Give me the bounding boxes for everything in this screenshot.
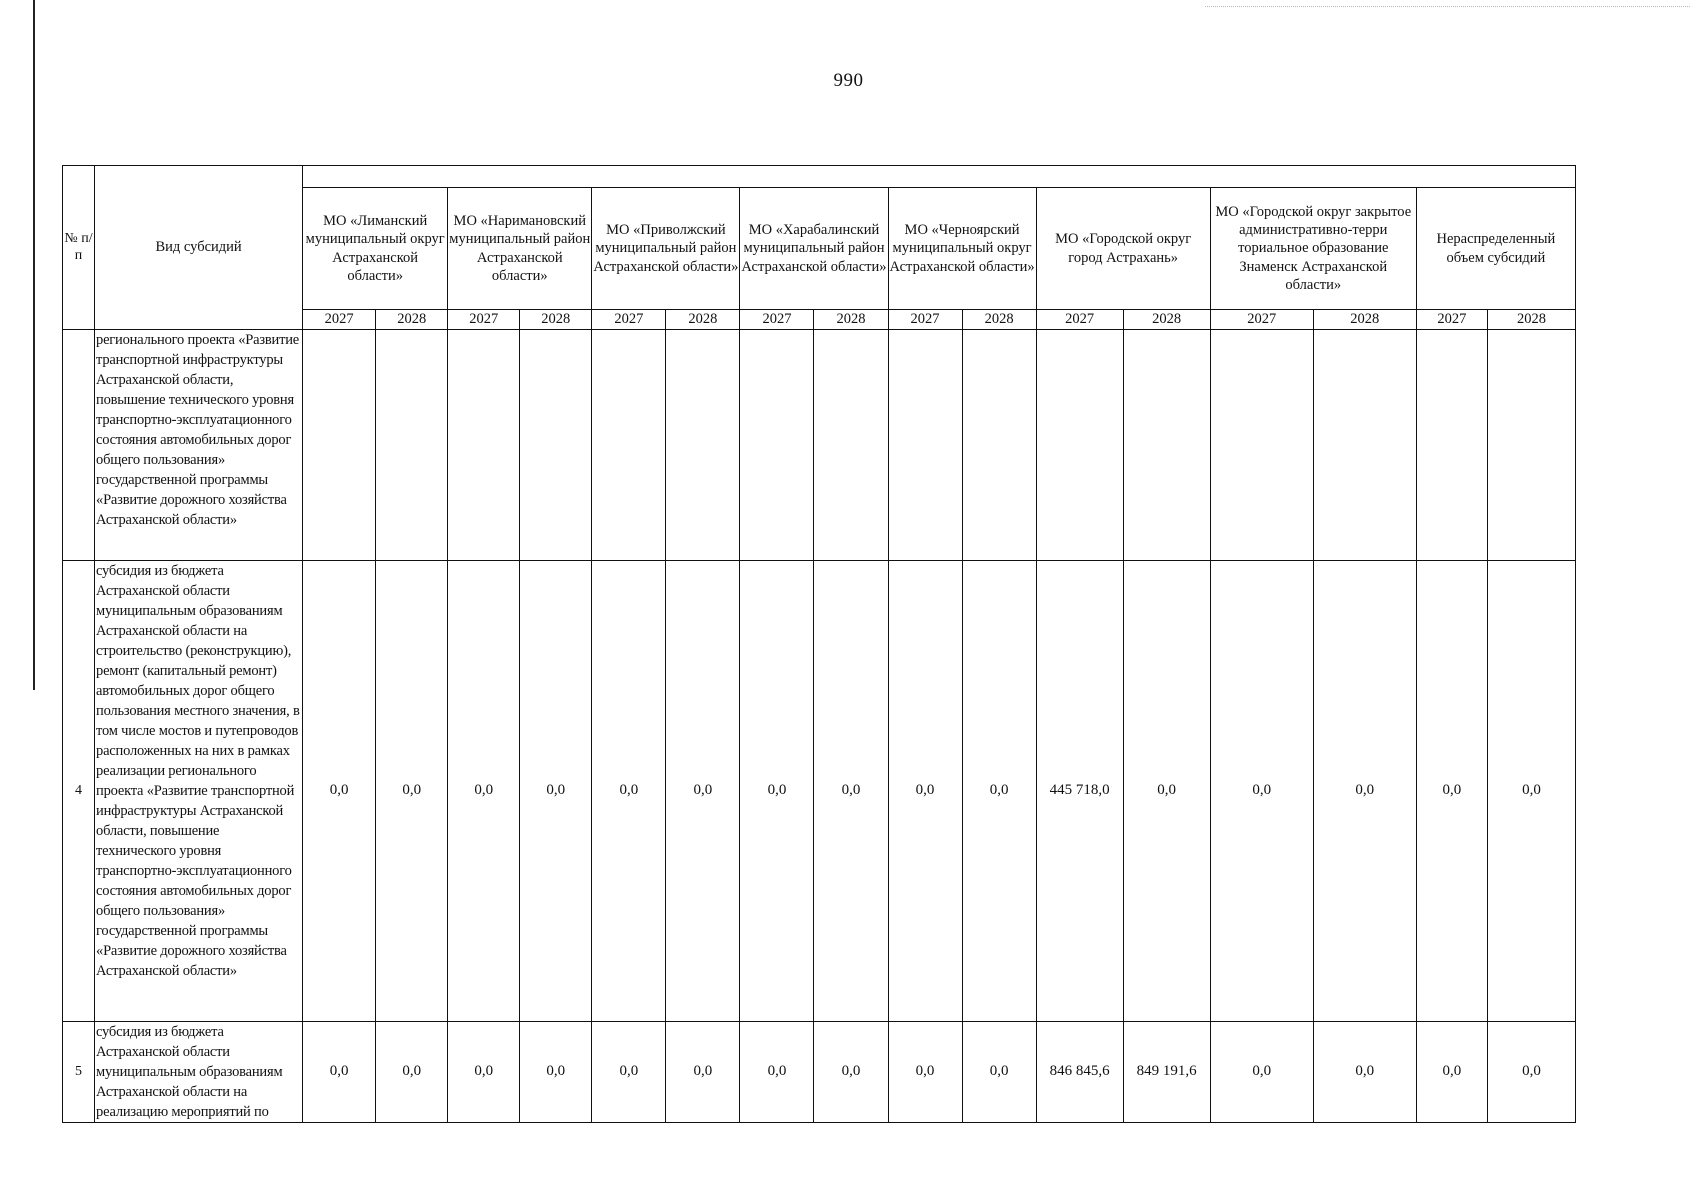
value-cell: 846 845,6 <box>1036 1021 1123 1122</box>
value-cell: 445 718,0 <box>1036 561 1123 1022</box>
table-row <box>63 1021 1576 1122</box>
year-header: 2028 <box>814 310 888 330</box>
table-row <box>63 561 1576 1022</box>
value-cell: 0,0 <box>888 561 962 1022</box>
year-header: 2028 <box>1487 310 1575 330</box>
year-header: 2027 <box>1036 310 1123 330</box>
value-cell: 0,0 <box>1416 561 1487 1022</box>
value-cell <box>1416 329 1487 560</box>
row-description: субсидия из бюджета Астраханской области муниципальным образованиям Астраханской области на строительство (реконструкцию), ремонт (капитальный ремонт) автомобильных дорог общего пользования местного значения, в том числе мостов и путепроводов расположенных на них в рамках реализации регионального проекта «Развитие транспортной инфраструктуры Астраханской области, повышение технического уровня транспортно-эксплуатационного состояния автомобильных дорог общего пользования» государственной программы «Развитие дорожного хозяйства Астраханской области» <box>95 561 303 1022</box>
value-cell: 0,0 <box>520 561 592 1022</box>
value-cell <box>1123 329 1210 560</box>
value-cell <box>1036 329 1123 560</box>
column-header-municipality: МО «Наримановский муниципальный район Астраханской области» <box>448 188 592 310</box>
value-cell: 0,0 <box>1313 561 1416 1022</box>
year-header: 2028 <box>1123 310 1210 330</box>
row-description: субсидия из бюджета Астраханской области муниципальным образованиям Астраханской области на реализацию мероприятий по <box>95 1021 303 1122</box>
row-number: 5 <box>63 1021 95 1122</box>
value-cell: 0,0 <box>303 561 376 1022</box>
value-cell: 0,0 <box>666 561 740 1022</box>
value-cell: 849 191,6 <box>1123 1021 1210 1122</box>
value-cell: 0,0 <box>303 1021 376 1122</box>
value-cell: 0,0 <box>740 561 814 1022</box>
value-cell: 0,0 <box>1210 1021 1313 1122</box>
year-header: 2028 <box>520 310 592 330</box>
value-cell: 0,0 <box>962 561 1036 1022</box>
value-cell: 0,0 <box>1487 561 1575 1022</box>
value-cell: 0,0 <box>1123 561 1210 1022</box>
column-header-municipality: МО «Приволжский муниципальный район Астраханской области» <box>592 188 740 310</box>
value-cell <box>666 329 740 560</box>
value-cell: 0,0 <box>888 1021 962 1122</box>
year-header: 2028 <box>1313 310 1416 330</box>
value-cell: 0,0 <box>666 1021 740 1122</box>
year-header: 2027 <box>448 310 520 330</box>
scan-artifact-line <box>1205 6 1690 8</box>
value-cell <box>448 329 520 560</box>
column-header-municipality: МО «Городской округ закрытое административно-терри ториальное образование Знаменск Астраханской области» <box>1210 188 1416 310</box>
value-cell: 0,0 <box>376 1021 448 1122</box>
column-header-unallocated: Нераспределенный объем субсидий <box>1416 188 1575 310</box>
row-description: регионального проекта «Развитие транспортной инфраструктуры Астраханской области, повышение технического уровня транспортно-эксплуатационного состояния автомобильных дорог общего пользования» государственной программы «Развитие дорожного хозяйства Астраханской области» <box>95 329 303 560</box>
value-cell <box>740 329 814 560</box>
value-cell <box>962 329 1036 560</box>
column-header-municipality: МО «Харабалинский муниципальный район Астраханской области» <box>740 188 888 310</box>
column-header-municipality: МО «Черноярский муниципальный округ Астраханской области» <box>888 188 1036 310</box>
value-cell: 0,0 <box>814 561 888 1022</box>
value-cell: 0,0 <box>1487 1021 1575 1122</box>
value-cell: 0,0 <box>1313 1021 1416 1122</box>
value-cell: 0,0 <box>376 561 448 1022</box>
year-header: 2028 <box>962 310 1036 330</box>
value-cell <box>888 329 962 560</box>
value-cell: 0,0 <box>814 1021 888 1122</box>
row-number: 4 <box>63 561 95 1022</box>
value-cell <box>592 329 666 560</box>
value-cell: 0,0 <box>1210 561 1313 1022</box>
year-header: 2027 <box>1210 310 1313 330</box>
value-cell: 0,0 <box>520 1021 592 1122</box>
year-header: 2027 <box>888 310 962 330</box>
value-cell: 0,0 <box>592 561 666 1022</box>
value-cell <box>376 329 448 560</box>
value-cell <box>1313 329 1416 560</box>
value-cell <box>303 329 376 560</box>
value-cell: 0,0 <box>1416 1021 1487 1122</box>
value-cell: 0,0 <box>448 561 520 1022</box>
year-header: 2027 <box>592 310 666 330</box>
left-margin-rule <box>33 0 35 690</box>
value-cell <box>520 329 592 560</box>
value-cell: 0,0 <box>962 1021 1036 1122</box>
row-number <box>63 329 95 560</box>
value-cell <box>1487 329 1575 560</box>
page-number: 990 <box>833 70 864 91</box>
year-header: 2027 <box>740 310 814 330</box>
column-header-subsidy-type: Вид субсидий <box>95 166 303 330</box>
subsidy-table <box>62 165 1576 1123</box>
year-header: 2028 <box>376 310 448 330</box>
column-header-municipality: МО «Городской округ город Астрахань» <box>1036 188 1210 310</box>
value-cell: 0,0 <box>740 1021 814 1122</box>
header-spacer <box>303 166 1576 188</box>
value-cell <box>1210 329 1313 560</box>
value-cell: 0,0 <box>448 1021 520 1122</box>
value-cell: 0,0 <box>592 1021 666 1122</box>
year-header: 2028 <box>666 310 740 330</box>
column-header-number: № п/п <box>63 166 95 330</box>
column-header-municipality: МО «Лиманский муниципальный округ Астраханской области» <box>303 188 448 310</box>
table-row <box>63 329 1576 560</box>
value-cell <box>814 329 888 560</box>
year-header: 2027 <box>303 310 376 330</box>
year-header: 2027 <box>1416 310 1487 330</box>
